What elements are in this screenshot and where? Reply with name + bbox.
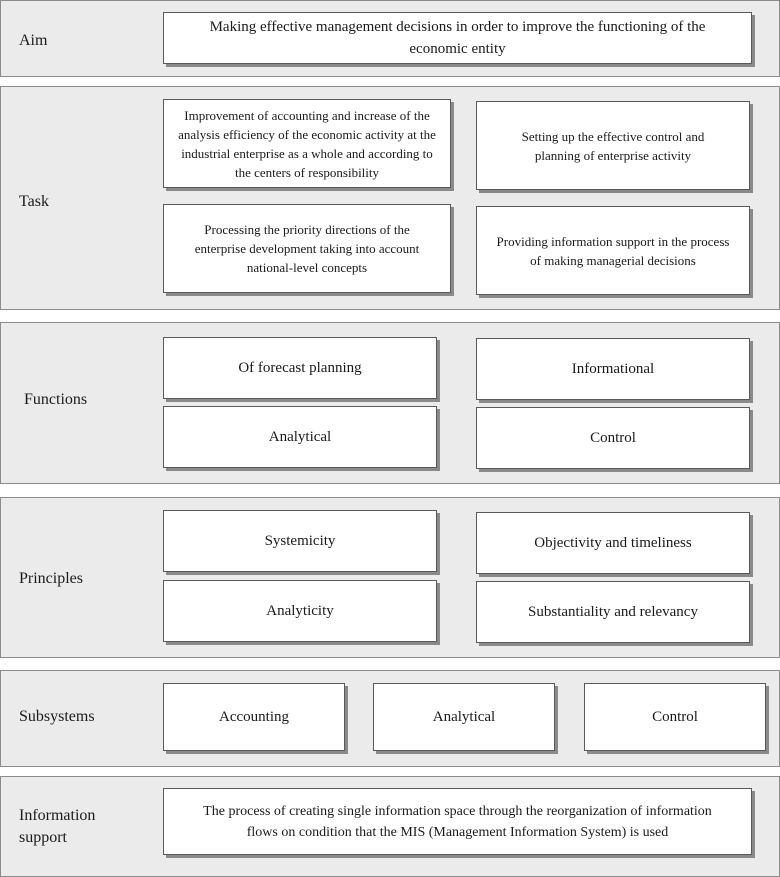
aim-box: Making effective management decisions in order to improve the functioning of the economic entity — [163, 12, 752, 64]
task-box-priority-directions: Processing the priority directions of the enterprise development taking into account national-level concepts — [163, 204, 451, 293]
aim-row — [0, 0, 780, 77]
aim-label: Aim — [19, 32, 48, 49]
function-box-analytical: Analytical — [163, 406, 437, 468]
information-support-box: The process of creating single information space through the reorganization of information flows on condition that the MIS (Management Information System) is used — [163, 788, 752, 855]
task-row — [0, 86, 780, 310]
principles-row — [0, 497, 780, 658]
functions-row — [0, 322, 780, 484]
function-box-informational: Informational — [476, 338, 750, 400]
principles-label: Principles — [19, 570, 83, 587]
information-support-label-line2: support — [19, 829, 67, 846]
principle-box-analyticity: Analyticity — [163, 580, 437, 642]
functions-label: Functions — [24, 391, 88, 408]
task-box-accounting-analysis: Improvement of accounting and increase of the analysis efficiency of the economic activity at the industrial enterprise as a whole and according to the centers of responsibility — [163, 99, 451, 188]
subsystems-label: Subsystems — [19, 708, 95, 725]
information-support-label — [19, 805, 95, 849]
task-box-control-planning: Setting up the effective control and planning of enterprise activity — [476, 101, 750, 190]
information-support-label-line1: Information — [19, 807, 96, 824]
function-box-forecast-planning: Of forecast planning — [163, 337, 437, 399]
subsystem-box-control: Control — [584, 683, 766, 751]
task-box-information-support: Providing information support in the process of making managerial decisions — [476, 206, 750, 295]
task-label: Task — [19, 193, 49, 210]
principle-box-systemicity: Systemicity — [163, 510, 437, 572]
function-box-control: Control — [476, 407, 750, 469]
subsystem-box-accounting: Accounting — [163, 683, 345, 751]
information-support-row — [0, 776, 780, 877]
subsystems-row — [0, 670, 780, 767]
subsystem-box-analytical: Analytical — [373, 683, 555, 751]
principle-box-substantiality-relevancy: Substantiality and relevancy — [476, 581, 750, 643]
principle-box-objectivity-timeliness: Objectivity and timeliness — [476, 512, 750, 574]
